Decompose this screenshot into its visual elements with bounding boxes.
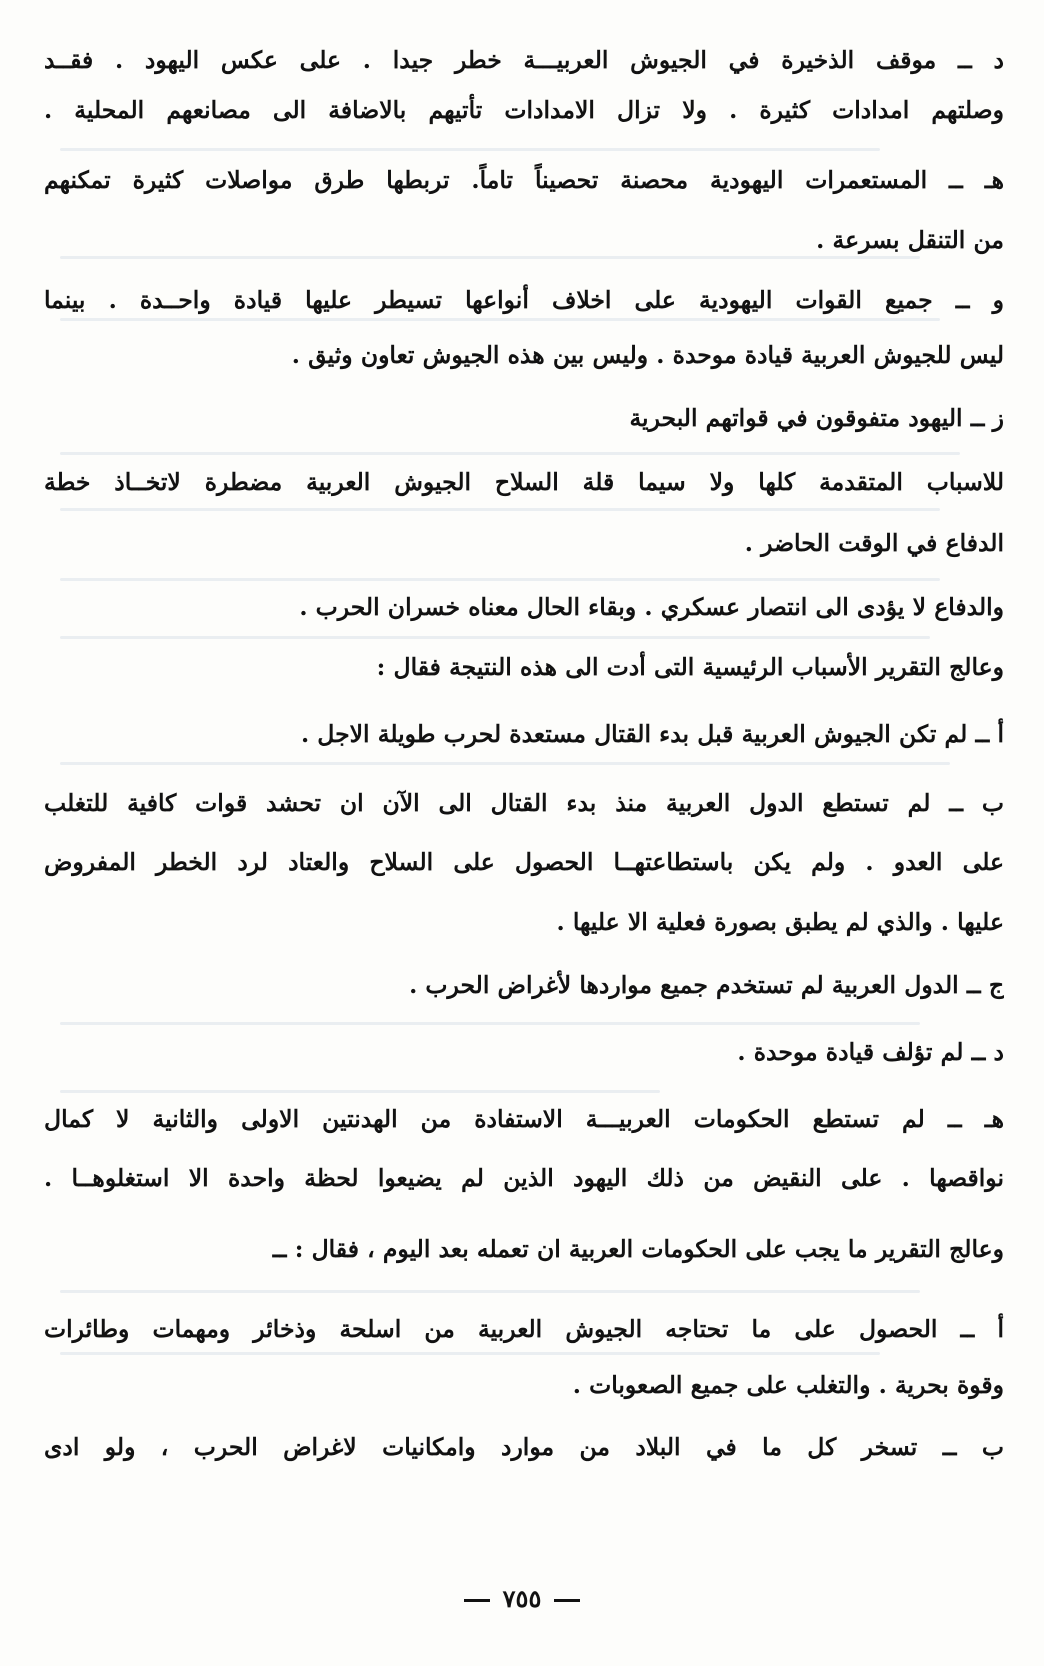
- text-line: نواقصها . على النقيض من ذلك اليهود الذين لم يضيعوا لحظة واحدة الا استغلوهــا .: [44, 1164, 1004, 1192]
- text-line: و ــ جميع القوات اليهودية على اخلاف أنواعها تسيطر عليها قيادة واحــدة . بينما: [44, 286, 1004, 314]
- text-line: وعالج التقرير الأسباب الرئيسية التى أدت الى هذه النتيجة فقال :: [376, 653, 1004, 681]
- text-line: من التنقل بسرعة .: [816, 226, 1004, 254]
- page-number-dash: [554, 1599, 580, 1602]
- page-number-dash: [464, 1599, 490, 1602]
- text-line: والدفاع لا يؤدى الى انتصار عسكري . وبقاء الحال معناه خسران الحرب .: [299, 593, 1004, 621]
- text-line: الدفاع في الوقت الحاضر .: [744, 529, 1004, 557]
- text-line: د ــ لم تؤلف قيادة موحدة .: [737, 1038, 1004, 1066]
- text-line: على العدو . ولم يكن باستطاعتهــا الحصول على السلاح والعتاد لرد الخطر المفروض: [44, 848, 1004, 876]
- text-line: ج ــ الدول العربية لم تستخدم جميع مواردها لأغراض الحرب .: [409, 971, 1004, 999]
- text-line: ب ــ لم تستطع الدول العربية منذ بدء القتال الى الآن ان تحشد قوات كافية للتغلب: [44, 789, 1004, 817]
- text-line: أ ــ الحصول على ما تحتاجه الجيوش العربية من اسلحة وذخائر ومهمات وطائرات: [44, 1315, 1004, 1343]
- text-line: أ ــ لم تكن الجيوش العربية قبل بدء القتال مستعدة لحرب طويلة الاجل .: [300, 720, 1004, 748]
- text-line: ليس للجيوش العربية قيادة موحدة . وليس بين هذه الجيوش تعاون وثيق .: [291, 341, 1004, 369]
- text-line: وصلتهم امدادات كثيرة . ولا تزال الامدادات تأتيهم بالاضافة الى مصانعهم المحلية .: [44, 96, 1004, 124]
- text-line: ز ــ اليهود متفوقون في قواتهم البحرية: [629, 404, 1004, 432]
- page-number: [0, 1582, 1044, 1616]
- text-line: ب ــ تسخر كل ما في البلاد من موارد وامكانيات لاغراض الحرب ، ولو ادى: [44, 1433, 1004, 1461]
- text-line: عليها . والذي لم يطبق بصورة فعلية الا عليها .: [556, 908, 1004, 936]
- text-line: وقوة بحرية . والتغلب على جميع الصعوبات .: [572, 1371, 1004, 1399]
- text-line: هـ ــ المستعمرات اليهودية محصنة تحصيناً تاماً. تربطها طرق مواصلات كثيرة تمكنهم: [44, 166, 1004, 194]
- text-line: وعالج التقرير ما يجب على الحكومات العربية ان تعمله بعد اليوم ، فقال : ــ: [272, 1235, 1004, 1263]
- text-line: للاسباب المتقدمة كلها ولا سيما قلة السلاح الجيوش العربية مضطرة لاتخــاذ خطة: [44, 468, 1004, 496]
- text-line: هـ ــ لم تستطع الحكومات العربيـــة الاستفادة من الهدنتين الاولى والثانية لا كمال: [44, 1105, 1004, 1133]
- text-line: د ــ موقف الذخيرة في الجيوش العربيـــة خطر جيدا . على عكس اليهود . فقــد: [44, 46, 1004, 74]
- page-number-value: ٧٥٥: [502, 1584, 542, 1613]
